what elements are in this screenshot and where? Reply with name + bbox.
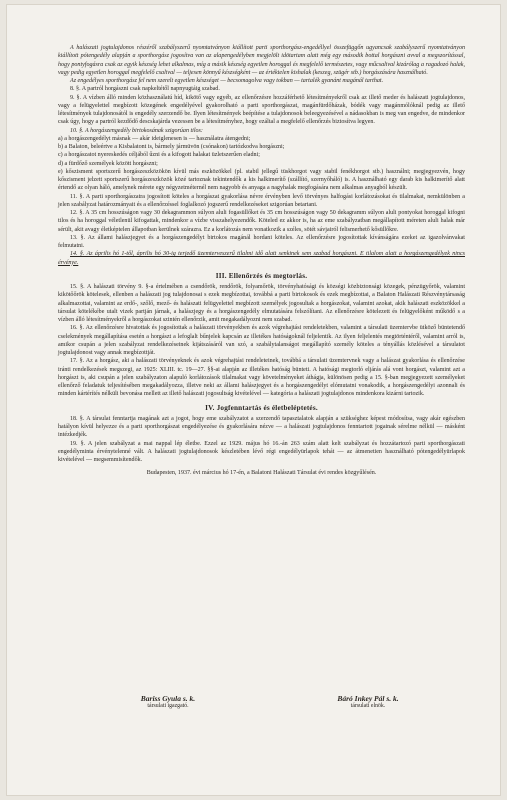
signature-left xyxy=(98,694,238,709)
list-item: d) a fürdőző személyek között horgászni; xyxy=(58,160,158,167)
section-heading: IV. Jogfenntartás és életbeléptetés. xyxy=(205,403,318,412)
paragraph: A halászati jogtulajdonos részéről szabályszerű nyomtatványon kiállított parti sporthorgász-engedéllyel összefüggőn ugyancsak szabályszerű nyomtatványon kiállított pótengedély alapján a sporthorgász jogosítva van az alapengedélyben megjelölt idötartam alatt még egy második bottal horgászni avval a megszorítással, hogy pontyfogásra csak az egyik készség lehet alkalmas, míg a másik készség egyetlen horoggal és megfelelő természetes, vagy műcsalival kizárólag a ragadozó halak, vagy pedig egyetlen horoggal megfelelő csalival — teljesen könnyű készségként — az értéktelen kishalak (keszeg, szügér stb.) horgászására használható. xyxy=(58,45,465,76)
paragraph: 12. §. A 35 cm hosszúságon vagy 30 dekagrammon súlyon aluli fogasüllőket és 35 cm hosszúságon vagy 50 dekagramm súlyon aluli pontyokat horoggal kifogni tilos és ha horoggal véletlenül kifogattak, mindenkor a vízbe visszahelyezendők. Köteled ez akkor is, ha az eme szabályzatban megállapított méreten aluli halak már sérült, akit avagy életképtelen állapotban kerülnek szárazra. Ez a korlátozás nem vonatkozik a széles, sötét sávjairól felismerhető kősüllőkre. xyxy=(58,210,465,233)
paragraph: 19. §. A jelen szabályzat a mai nappal lép életbe. Ezzel az 1929. május hó 16.-án 263 szám alatt kelt szabályzat és hozzátartozó parti sporthorgászati engedélyminta érvénytelenné vált. A halászati jogtulajdonosok készletében lévő régi engedélyürlapok tehát — az átmenetien használható pótengedélyürlapok kivételével — megsemmisítendők. xyxy=(58,440,465,463)
closing-statement: Budapesten, 1937. évi március hó 17-én, a Balatoni Halászati Társulat évi rendes közgyűlésén. xyxy=(146,470,377,477)
paragraph-10-title: 10. §. A horgászengedély birtokosának szigorúan tilos: xyxy=(70,127,203,134)
signatory-title: társulati igazgató. xyxy=(147,703,189,709)
paragraph: 8. §. A partról horgászni csak napkeltétől napnyugtáig szabad. xyxy=(70,86,220,93)
paragraph: Az engedélyes sporthorgász fel nem szerelt egyetlen készséget — becsomagolva vagy tokban — tartalék gyanánt magánál tarthat. xyxy=(70,78,384,84)
section-heading: III. Ellenőrzés és megtorlás. xyxy=(215,271,308,280)
paragraph: 13. §. Az állami halászjegyet és a horgászengedélyt birtokos magánál hordani köteles. Az ellenőrzésre jogosítottak kívánságára ezeket az igazolvánvakat felmutatni. xyxy=(58,234,465,249)
document-body xyxy=(58,44,465,478)
list-item: a) a horgászengedélyt másnak — akár ideiglenesen is — használatra átengedni; xyxy=(58,135,251,142)
document-page xyxy=(6,4,501,796)
paragraph: 15. §. A halászati törvény 9. §-a értelmében a csendőrök, rendőrök, folyamőrök, törvényhatósági és községi közbiztonsági közegek, pénzügyőrök, valamint kikötőőrök kötelesek, ellenben a halászati jog tulajdonosai s ezek megbízottai, továbbá a parti birtokosok és ezek megbízottai, a Balaton Halászati Részvénytársaság alkalmazottai, valamint az erdő-, szőlő, mező- és halászati felügyelettel megbízott személyek jogosultak a horgászokat, valamint azokat, akik halászati eszközökkel a társulat kötelékébe utalt vizek partján járnak, a halászjegy és a horgászengedély elmutatására felszólítani. Az ellenőrzésre kötelezett és felügyelőként működő s a vízben álló létesítményekről a horgászokat szintén ellenőrzik, amit megakadályozni nem szabad. xyxy=(58,284,465,323)
signatory-title: társulati elnök. xyxy=(350,703,386,709)
signatory-name: Báró Inkey Pál s. k. xyxy=(337,694,399,703)
signatory-name: Bariss Gyula s. k. xyxy=(140,694,196,703)
paragraph: 14. §. Az április hó 1-től, április hó 30-ig terjedő üzemterveszerű tilalmi idő alatt senkinek sem szabad horgászni. E tilalom alatt a horgászengedélyek nincs érvénye. xyxy=(58,251,465,266)
paragraph: 17. §. Az a horgász, aki a halászati törvényeknek és azok végrehajtási rendeleteinek, továbbá a társulati üzemtervnek vagy a halászat gyakorlása és ellenőrzése iránti rendelkezések megszegi, az 1925: XLIII. tc. 19—27. §§-ai alapján az illetékes hatóság bünteti. A hatósági megtorló eljárás alá vont horgászt, valamint azt a horgászt is, aki csupán a jelen szabályzaton alapuló korlátozások tilalmakat vagy követelményeket áthágja, különösen pedig a 15. §-ban megjegyezett személyeket ellenőrző feladatuk teljesítésében megakadályozza, illetve neki az állami halászjegyet és a horgászengedélyt elómutatni vonakodik, a horgászengedélyi azonnali és minden kártérítés nélküli bevonása mellett az illető halászati jogosultság kivételével — kategória a halászati jogtulajdonos mindenkora kizárni tartozik. xyxy=(58,358,465,398)
prohibition-list xyxy=(58,135,465,193)
paragraph: 9. §. A vízben álló minden közhasználatú híd, kikötő vagy egyéb, az ellenőrzésre hozzáférhető létesítményekről csak az illető meder és halászati jogtulajdonos, vagy a felügyelettel megbízott közegének engedélyével gyakorolható a parti sporthorgászat, magánfürdőházak, bódék vagy magánmólóknál pedig az illető létesítmények tulajdonosától is engedély szerzendő be. Ilyen létesítmények beépítése a tulajdonosok beleegyezésével a nádasokban is meg van engedve, de mindenkor csak úgy, hogy a partról kezdődő descskajárda vezessen be a létesítményhez, hogy ezáltal a megfelelő ellenőrzés biztosítva legyen. xyxy=(58,94,465,126)
paragraph: 16. §. Az ellenőrzésre hivatottak és jogosítottak a halászati törvényekben és azok végrehajtási rendeletekben, valamint a társulati üzemtervbe ütköző büntetendő cselekmények megállapítása esetén a horgászt a lefoglalt bűnjelek kapcsán az illetékes hatóságoknál feljelentik. Az ilyen feljelentés megtörténtéről, valamint arról is, amikor csupán a jelen szabályzat rendelkezéseinek kijátszásáról van szó, a szabálytalanságot megállapító személy köteles a tényállás közlésével a társulatot jogtulajdonost vagy annak megbízottját. xyxy=(58,325,465,356)
list-item: b) a Balaton, beleértve a Kisbalatont is, bármely jármüvön (csónakon) tartózkodva horgászni; xyxy=(58,144,285,150)
paragraph: 11. §. A parti sporthorgászatra jogosított köteles a horgászat gyakorlása névre érvényben levő törvényes halfogási korlátozásokat és tilalmakat, nemkülönben a jelen szabályzat határozmányait és a ellenőrzéssel foglalkozó jogszerű rendelkezéseket szigorúan betartani. xyxy=(58,193,465,208)
signature-right xyxy=(298,694,438,709)
paragraph: 18. §. A társulat fenntartja magának azt a jogot, hogy eme szabályzatot a szerzendő tapasztalatok alapján a szükséghez képest módosítsa, vagy akár egészben hatályon kívül helyezze és a parti sporthorgászat engedélyezése és gyakorlására nézve — a halászati jogtulajdonos fenntartott jogainak sérelme nélkül — másként intézkedjék. xyxy=(58,415,465,439)
list-item: c) a horgászatot nyereskedés céljából űzni és a kifogott halakat üzletszerűen eladni; xyxy=(58,152,260,159)
list-item: e) kőszisment sportszerű horgászeszközökön kívül más eszközökkel (pl. stabil jellegű tüskhorgot vagy stabil fenékhorgot stb.) használni; megjegyezvén, hogy kőszisment jelzett sportszerű horgászeszközök közé tartoznak tekintendők a kis halkimerítő (szállító, szernyőháló) is. A használható egy darab kis halkimerítő alatt értendő az olyan háló, amelynek mérete egy négyzetméternél nem nagyobb és anyaga a nagyhalak megfogására nem alkalmas anyagból készült. xyxy=(58,168,465,192)
